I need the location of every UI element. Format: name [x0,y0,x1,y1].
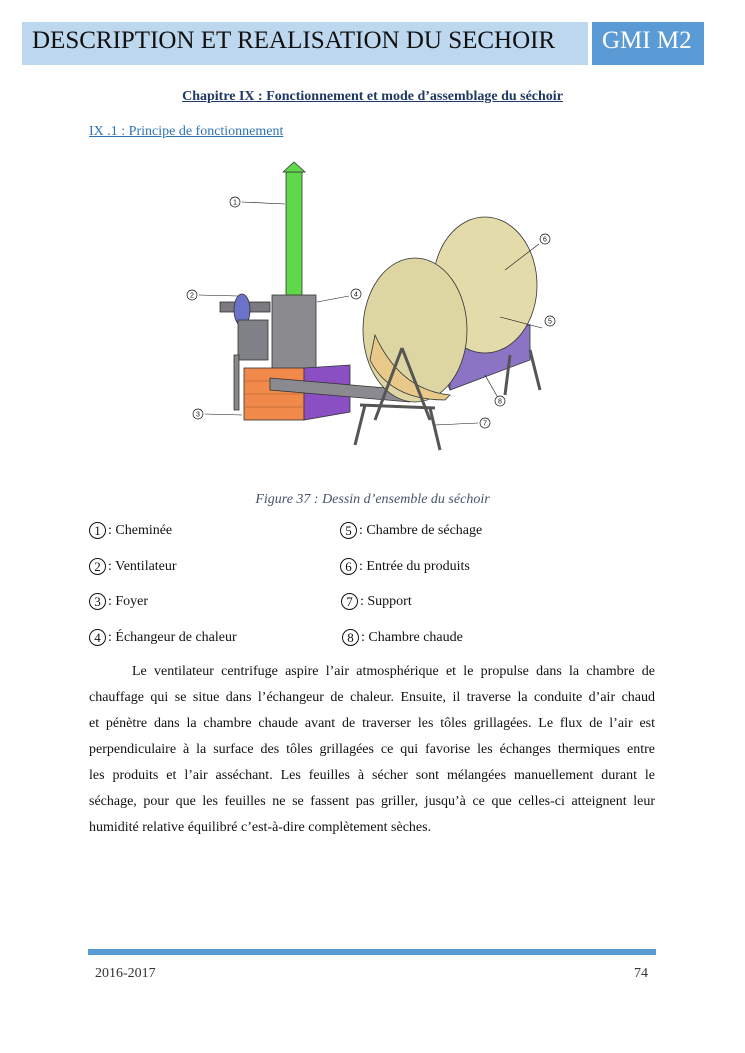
section-heading: IX .1 : Principe de fonctionnement [89,124,284,139]
dryer-assembly-drawing [160,150,580,460]
header-title: DESCRIPTION ET REALISATION DU SECHOIR [32,27,556,54]
svg-text:8: 8 [498,398,502,406]
legend-label: : Foyer [108,593,149,609]
legend-item [341,593,412,610]
heat-exchanger-shape [272,295,316,375]
legend-number: 1 [89,522,106,539]
legend-item [89,593,148,610]
legend-item [340,558,470,575]
footer-year: 2016-2017 [95,966,156,981]
header-title-box [22,22,588,65]
callout-2 [187,290,238,300]
chapter-heading [0,89,745,105]
legend-label: : Échangeur de chaleur [108,629,237,645]
svg-text:6: 6 [543,236,547,244]
svg-text:7: 7 [483,420,487,428]
legend-item [342,629,463,646]
legend-item [89,558,177,575]
legend-number: 3 [89,593,106,610]
legend-number: 6 [340,558,357,575]
legend-number: 2 [89,558,106,575]
footer-rule [88,949,656,955]
page-number: 74 [634,966,648,981]
legend-item [89,629,237,646]
chimney-shape [286,172,302,297]
legend-number: 7 [341,593,358,610]
svg-text:2: 2 [190,292,194,300]
svg-text:1: 1 [233,199,237,207]
legend-label: : Support [360,593,412,609]
header-badge: GMI M2 [602,27,692,54]
figure-caption [0,492,745,508]
legend-label: : Ventilateur [108,558,177,574]
legend-label: : Entrée du produits [359,558,470,574]
paragraph-line: humidité relative équilibré c’est-à-dire complètement sèches. [89,820,432,835]
legend-label: : Cheminée [108,522,173,538]
callout-7 [435,418,490,428]
legend-number: 5 [340,522,357,539]
svg-text:5: 5 [548,318,552,326]
legend-label: : Chambre de séchage [359,522,483,538]
callout-4 [317,289,361,302]
svg-text:3: 3 [196,411,200,419]
legend-item [89,522,172,539]
svg-text:4: 4 [354,291,358,299]
paragraph-line: Le ventilateur centrifuge aspire l’air atmosphérique et le propulse dans la chambre de [132,664,655,679]
legend-number: 8 [342,629,359,646]
callout-3 [193,409,242,419]
paragraph-line: chauffage qui se situe dans l’échangeur de chaleur. Ensuite, il traverse la conduite d’air chaud [89,690,655,705]
legend-number: 4 [89,629,106,646]
paragraph-line: et pénètre dans la chambre chaude avant de traverser les tôles grillagées. Le flux de l’air est [89,716,655,731]
legend-item [340,522,482,539]
legend-label: : Chambre chaude [361,629,463,645]
header-badge-box [592,22,704,65]
callout-8 [485,375,505,406]
paragraph-line: les produits et l’air asséchant. Les feuilles à sécher sont mélangées manuellement durant le [89,768,655,783]
callout-1 [230,197,285,207]
paragraph-line: perpendiculaire à la surface des tôles grillagées ce qui favorise les échanges thermiques entre [89,742,655,757]
figure-caption-text: Figure 37 : Dessin d’ensemble du séchoir [255,492,490,507]
paragraph-line: séchage, pour que les feuilles ne se fassent pas griller, jusqu’à ce que celles-ci atteignent leur [89,794,655,809]
chapter-title: Chapitre IX : Fonctionnement et mode d’assemblage du séchoir [182,89,563,104]
